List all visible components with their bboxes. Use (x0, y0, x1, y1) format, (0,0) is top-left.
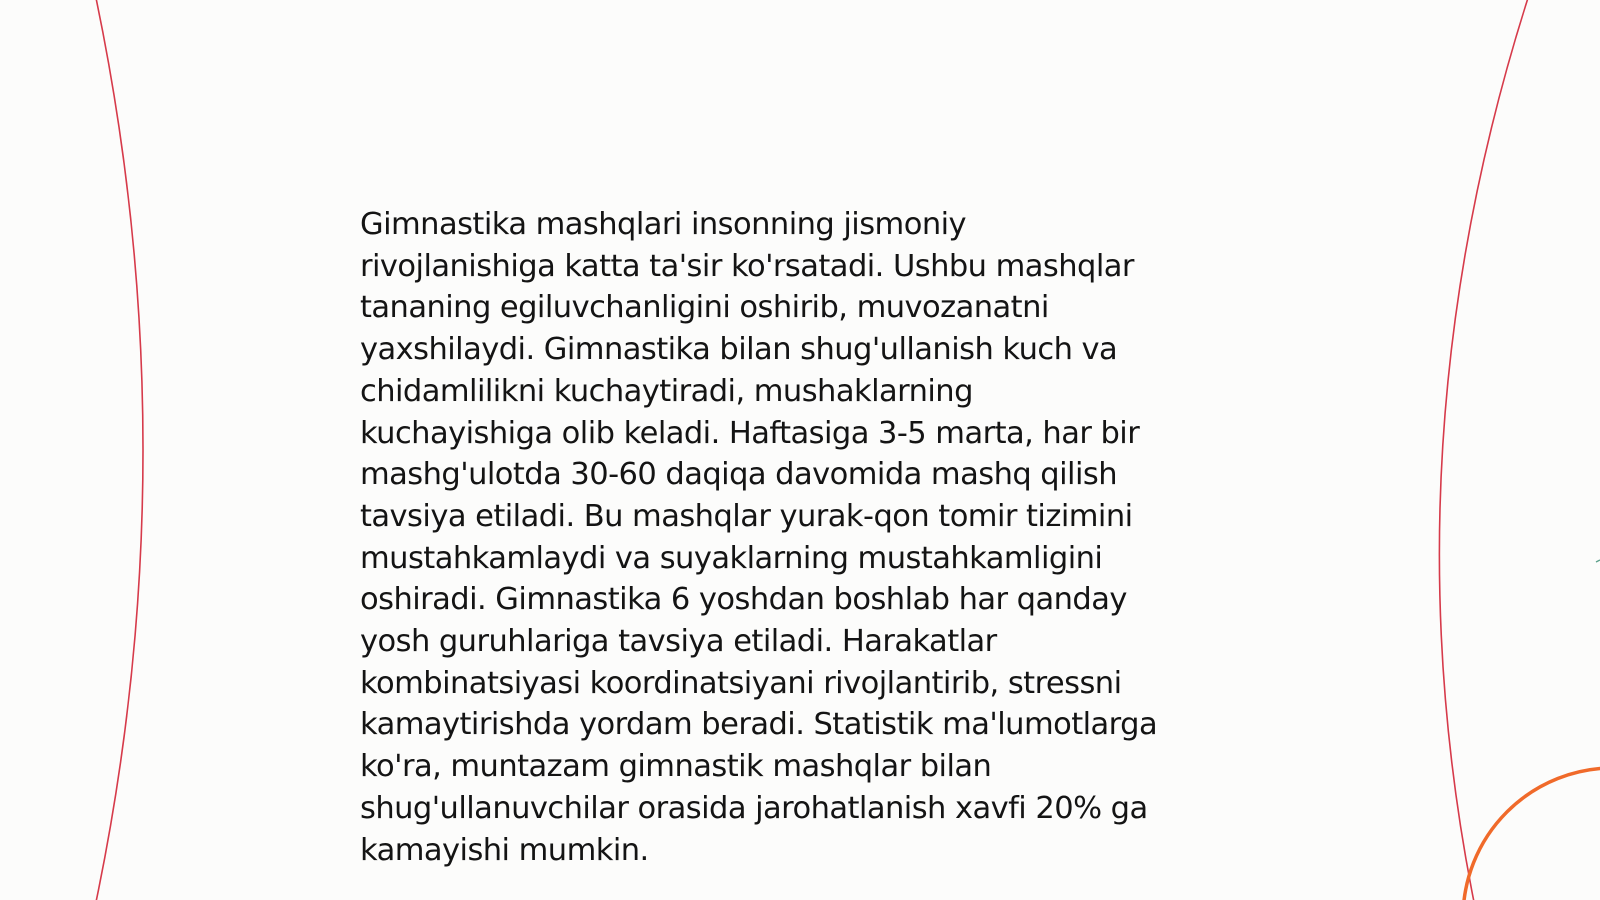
right-arc-line (1439, 0, 1528, 900)
accent-circle (1463, 768, 1600, 900)
slide-body-text: Gimnastika mashqlari insonning jismoniy rivojlanishiga katta ta'sir ko'rsatadi. Ushbu mashqlar tananing egiluvchanligini oshirib, muvozanatni yaxshilaydi. Gimnastika bilan shug'ullanish kuch va chidamlilikni kuchaytiradi, mushaklarning kuchayishiga olib keladi. Haftasiga 3-5 marta, har bir mashg'ulotda 30-60 daqiqa davomida mashq qilish tavsiya etiladi. Bu mashqlar yurak-qon tomir tizimini mustahkamlaydi va suyaklarning mustahkamligini oshiradi. Gimnastika 6 yoshdan boshlab har qanday yosh guruhlariga tavsiya etiladi. Harakatlar kombinatsiyasi koordinatsiyani rivojlantirib, stressni kamaytirishda yordam beradi. Statistik ma'lumotlarga ko'ra, muntazam gimnastik mashqlar bilan shug'ullanuvchilar orasida jarohatlanish xavfi 20% ga kamayishi mumkin. (360, 207, 1158, 868)
right-edge-tick (1596, 560, 1600, 562)
left-arc-line (96, 0, 143, 900)
